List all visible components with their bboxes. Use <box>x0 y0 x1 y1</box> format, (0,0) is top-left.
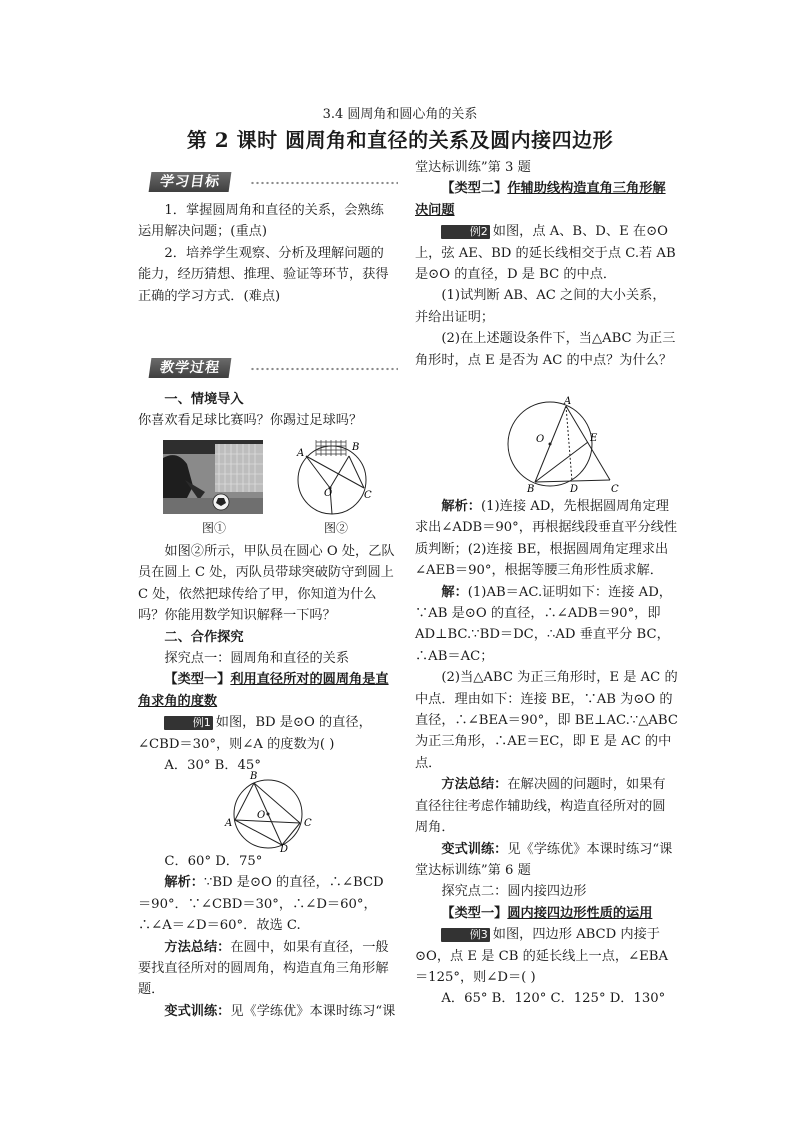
example2-badge: 例2 <box>441 225 489 239</box>
type2-tag: 【类型二】 <box>441 181 508 197</box>
example2-q1: (1)试判断 AB、AC 之间的大小关系，并给出证明； <box>415 288 666 325</box>
answer-label: 解： <box>441 584 468 600</box>
example1-choices-ab: A．30° B．45° <box>164 758 261 774</box>
objective-2: 2．培养学生观察、分析及理解问题的能力，经历猜想、推理、验证等环节，获得正确的学习方式．(难点) <box>138 245 389 304</box>
intro-title: 一、情境导入 <box>164 392 244 407</box>
example3-choices: A．65° B．120° C．125° D．130° <box>441 991 666 1007</box>
page-title: 第 2 课时 圆周角和直径的关系及圆内接四边形 <box>186 128 614 152</box>
example2-analysis: (1)连接 AD，先根据圆周角定理求出∠ADB＝90°，再根据线段垂直平分线性质判断；(2)连接 BE，根据圆周角定理求出∠AEB＝90°，根据等腰三角形性质求解． <box>415 499 678 579</box>
example1-text: 如图，BD 是⊙O 的直径，∠CBD＝30°，则∠A 的度数为( ) <box>138 715 372 752</box>
objectives-block <box>138 200 396 307</box>
goal-circle-figure <box>294 436 374 522</box>
fig2-caption: 图② <box>324 521 349 535</box>
example3-text: 如图，四边形 ABCD 内接于⊙O，点 E 是 CB 的延长线上一点，∠EBA＝125°，则∠D＝( ) <box>415 927 668 985</box>
ex2-label: E <box>590 433 598 444</box>
type3-tag: 【类型一】 <box>441 905 508 921</box>
fig2-label: C <box>364 490 372 501</box>
ex2-label: O <box>536 434 545 445</box>
explore-point-1: 探究点一：圆周角和直径的关系 <box>164 651 350 667</box>
example1-analysis: ∵BD 是⊙O 的直径，∴∠BCD＝90°．∵∠CBD＝30°，∴∠D＝60°，∴∠A＝∠D＝60°．故选 C. <box>138 875 384 934</box>
example3-badge: 例3 <box>441 928 489 942</box>
ex2-label: C <box>611 484 619 494</box>
method1-text: 在圆中，如果有直径，一般要找直径所对的圆周角，构造直角三角形解题． <box>138 939 389 998</box>
objectives-heading-label: 学习目标 <box>149 172 232 192</box>
heading-dots <box>250 181 398 185</box>
fig1-caption: 图① <box>202 521 227 535</box>
example1-choices-cd: C．60° D．75° <box>164 854 263 869</box>
process-heading <box>150 358 398 380</box>
ex2-label: B <box>527 484 535 494</box>
explore-point-2: 探究点二：圆内接四边形 <box>441 884 587 900</box>
heading-dots <box>250 367 398 371</box>
example2-block <box>415 157 678 371</box>
variant2-text: 见《学练优》本课时练习“课堂达标训练”第 6 题 <box>415 841 673 878</box>
ex1-label: C <box>304 818 312 829</box>
section-label: 3.4 圆周角和圆心角的关系 <box>322 107 478 122</box>
ex2-label: A <box>564 396 572 407</box>
method-label: 方法总结： <box>164 939 231 955</box>
soccer-photo <box>163 440 263 514</box>
ex1-label: O <box>257 810 266 821</box>
ex2-label: D <box>570 484 579 494</box>
example2-answer-1: (1)AB＝AC.证明如下：连接 AD，∵AB 是⊙O 的直径，∴∠ADB＝90°，即 AD⊥BC.∵BD＝DC，∴AD 垂直平分 BC，∴AB＝AC； <box>415 584 672 664</box>
example1-solution <box>138 851 396 1022</box>
objectives-heading <box>150 172 398 194</box>
fig2-label: O <box>324 488 333 499</box>
example2-text: 如图，点 A、B、D、E 在⊙O 上，弦 AE、BD 的延长线相交于点 C.若 AB 是⊙O 的直径，D 是 BC 的中点． <box>415 224 676 283</box>
intro-text: 如图②所示，甲队员在圆心 O 处，乙队员在圆上 C 处，丙队员带球突破防守到圆上 C 处，依然把球传给了甲，你知道为什么吗？你能用数学知识解释一下吗？ <box>138 544 395 624</box>
analysis-label: 解析： <box>164 875 204 891</box>
fig2-label: B <box>352 442 360 453</box>
type1-tag: 【类型一】 <box>164 672 231 688</box>
ex1-label: B <box>250 771 258 782</box>
example2-figure <box>498 394 622 494</box>
type3-title: 圆内接四边形性质的运用 <box>507 905 653 921</box>
example2-answer-2: (2)当△ABC 为正三角形时，E 是 AC 的中点．理由如下：连接 BE，∵AB 为⊙O 的直径，∴∠BEA＝90°，即 BE⊥AC.∵△ABC 为正三角形，∴AE＝EC，即 E 是 AC 的中点． <box>415 670 678 771</box>
method2-text: 在解决圆的问题时，如果有直径往往考虑作辅助线，构造直径所对的圆周角． <box>415 777 666 836</box>
objective-1: 1．掌握圆周角和直径的关系，会熟练运用解决问题；(重点) <box>138 203 384 240</box>
intro-block <box>138 389 396 432</box>
variant-label: 变式训练： <box>164 1003 231 1019</box>
intro-question: 你喜欢看足球比赛吗？你踢过足球吗？ <box>138 413 363 429</box>
type1-title: 利用直径所对的圆周角是直角求角的度数 <box>138 672 389 709</box>
variant1-text: 见《学练优》本课时练习“课 <box>230 1003 396 1019</box>
example2-solution <box>415 496 678 1010</box>
example1-figure <box>224 768 320 852</box>
ex1-label: A <box>225 818 233 829</box>
variant-label: 变式训练： <box>441 841 508 857</box>
explore-block <box>138 541 396 776</box>
method-label: 方法总结： <box>441 777 508 793</box>
right-continuation: 堂达标训练”第 3 题 <box>415 160 531 175</box>
fig2-label: A <box>297 448 305 459</box>
example1-badge: 例1 <box>164 716 212 730</box>
type2-title: 作辅助线构造直角三角形解决问题 <box>415 181 666 218</box>
explore-title: 二、合作探究 <box>164 629 244 645</box>
process-heading-label: 教学过程 <box>149 358 232 378</box>
ex1-label: D <box>280 844 289 852</box>
analysis-label: 解析： <box>441 499 481 514</box>
example2-q2: (2)在上述题设条件下，当△ABC 为正三角形时，点 E 是否为 AC 的中点？为什么？ <box>415 331 676 368</box>
